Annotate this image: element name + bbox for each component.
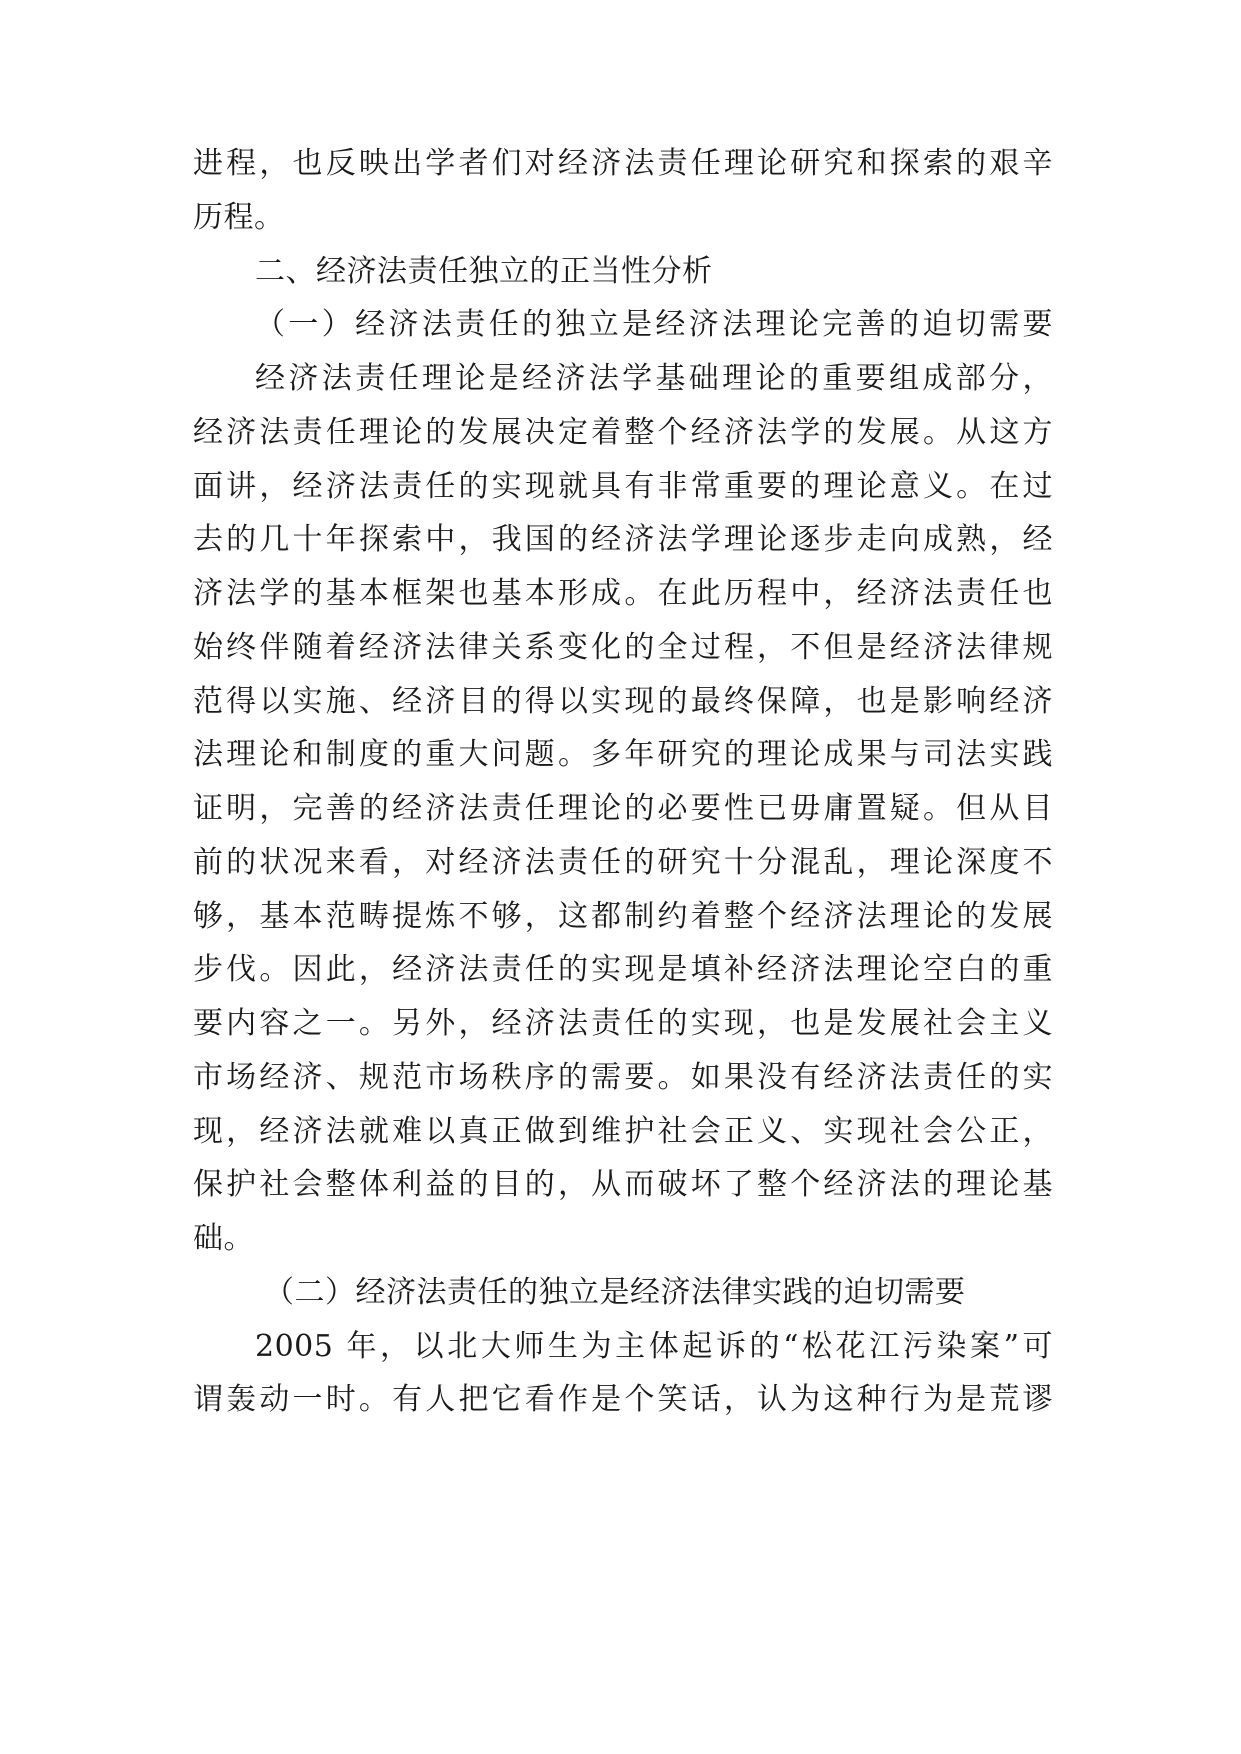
text-line: 历程。 (193, 200, 285, 235)
text-line: 去的几十年探索中，我国的经济法学理论逐步走向成熟，经 (193, 522, 1053, 557)
section-heading: 二、经济法责任独立的正当性分析 (255, 254, 713, 289)
text-line: 2005 年，以北大师生为主体起诉的“松花江污染案”可 (255, 1329, 1053, 1364)
text-line: 法理论和制度的重大问题。多年研究的理论成果与司法实践 (193, 737, 1053, 772)
text-line: 经济法责任理论是经济法学基础理论的重要组成部分， (255, 361, 1053, 396)
text-line: 够，基本范畴提炼不够，这都制约着整个经济法理论的发展 (193, 899, 1053, 934)
text-line: 前的状况来看，对经济法责任的研究十分混乱，理论深度不 (193, 845, 1053, 880)
text-line: 济法学的基本框架也基本形成。在此历程中，经济法责任也 (193, 576, 1053, 611)
text-line: 现，经济法就难以真正做到维护社会正义、实现社会公正， (193, 1114, 1053, 1149)
text-line: 要内容之一。另外，经济法责任的实现，也是发展社会主义 (193, 1006, 1053, 1041)
text-line: 进程，也反映出学者们对经济法责任理论研究和探索的艰辛 (193, 146, 1053, 181)
text-line: 范得以实施、经济目的得以实现的最终保障，也是影响经济 (193, 684, 1053, 719)
text-line: 证明，完善的经济法责任理论的必要性已毋庸置疑。但从目 (193, 791, 1053, 826)
text-line: 始终伴随着经济法律关系变化的全过程，不但是经济法律规 (193, 630, 1053, 665)
text-line: 经济法责任理论的发展决定着整个经济法学的发展。从这方 (193, 415, 1053, 450)
text-line: 保护社会整体利益的目的，从而破坏了整个经济法的理论基 (193, 1167, 1053, 1202)
subsection-heading: （一）经济法责任的独立是经济法理论完善的迫切需要 (255, 307, 1053, 342)
subsection-heading: （二）经济法责任的独立是经济法律实践的迫切需要 (264, 1275, 966, 1310)
text-line: 市场经济、规范市场秩序的需要。如果没有经济法责任的实 (193, 1060, 1053, 1095)
text-line: 础。 (193, 1221, 254, 1256)
text-line: 谓轰动一时。有人把它看作是个笑话，认为这种行为是荒谬 (193, 1382, 1053, 1417)
text-line: 面讲，经济法责任的实现就具有非常重要的理论意义。在过 (193, 469, 1053, 504)
text-line: 步伐。因此，经济法责任的实现是填补经济法理论空白的重 (193, 952, 1053, 987)
